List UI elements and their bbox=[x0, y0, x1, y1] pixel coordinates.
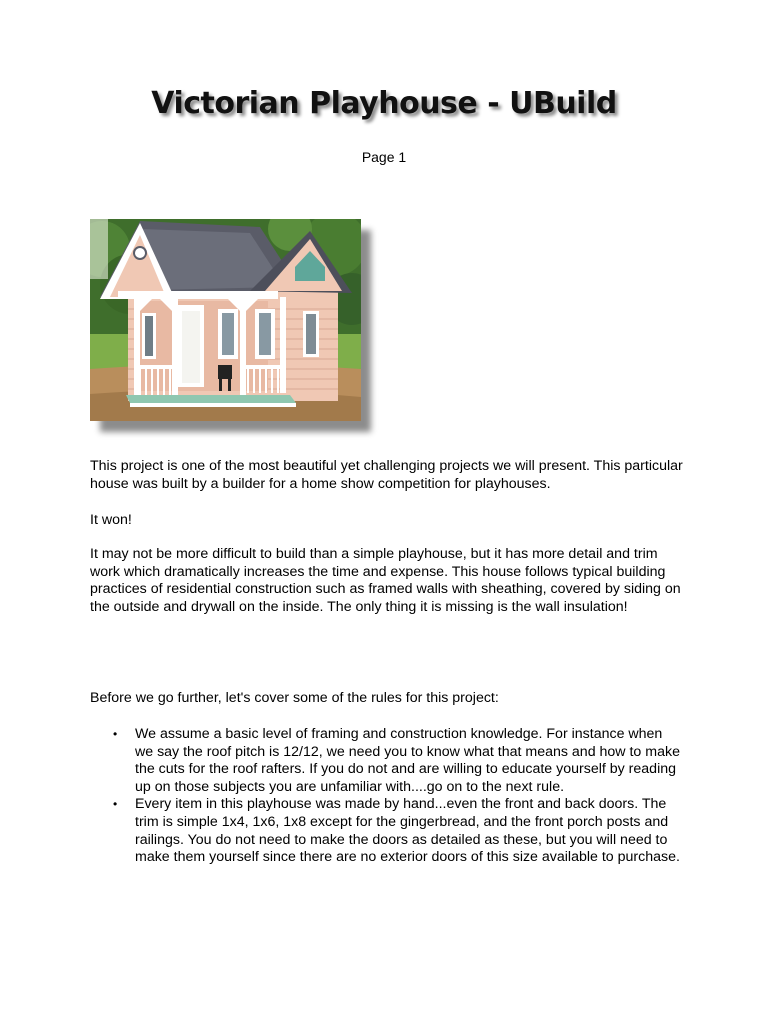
intro-paragraph: This project is one of the most beautiful yet challenging projects we will present. This particular house was built by a builder for a home show competition for playhouses. bbox=[90, 458, 683, 492]
list-item bbox=[90, 726, 680, 796]
bullet-icon: • bbox=[113, 727, 118, 741]
list-item bbox=[90, 796, 680, 866]
playhouse-photo bbox=[90, 219, 361, 421]
result-paragraph: It won! bbox=[90, 512, 132, 528]
rules-intro-paragraph: Before we go further, let's cover some of the rules for this project: bbox=[90, 690, 499, 706]
description-paragraph: It may not be more difficult to build than a simple playhouse, but it has more detail and trim work which dramatically increases the time and expense. This house follows typical building practices of residential construction such as framed walls with sheathing, covered by siding on the outside and drywall on the inside. The only thing it is missing is the wall insulation! bbox=[90, 546, 681, 615]
document-title: Victorian Playhouse - UBuild bbox=[151, 86, 617, 121]
list-item-text: Every item in this playhouse was made by hand...even the front and back doors. The trim is simple 1x4, 1x6, 1x8 except for the gingerbread, and the front porch posts and railings. You do not need to make the doors as detailed as these, but you will need to make them yourself since there are no exterior doors of this size available to purchase. bbox=[135, 796, 680, 866]
list-item-text: We assume a basic level of framing and construction knowledge. For instance when we say the roof pitch is 12/12, we need you to know what that means and how to make the cuts for the roof rafters. If you do not and are willing to educate yourself by reading up on those subjects you are unfamiliar with....go on to the next rule. bbox=[135, 726, 680, 795]
rules-list bbox=[90, 726, 680, 867]
bullet-icon: • bbox=[113, 797, 118, 812]
page-number: Page 1 bbox=[361, 149, 407, 165]
